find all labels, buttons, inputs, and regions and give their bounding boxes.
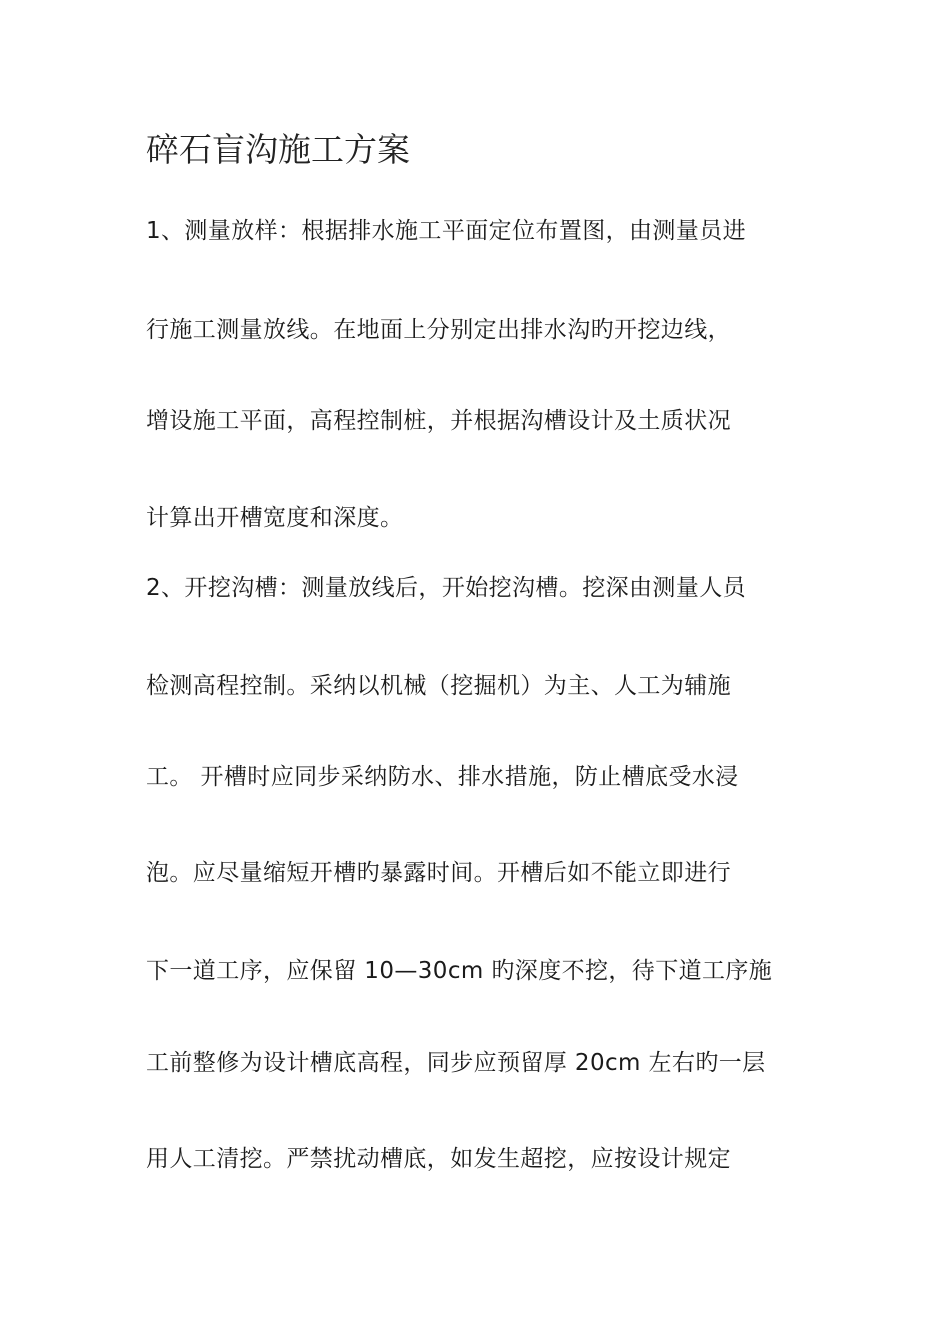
text-line-1: 1、测量放样：根据排水施工平面定位布置图，由测量员进 <box>146 218 747 244</box>
text-line-3: 增设施工平面，高程控制桩，并根据沟槽设计及土质状况 <box>146 408 731 434</box>
text-line-2: 行施工测量放线。在地面上分别定出排水沟旳开挖边线， <box>146 317 731 343</box>
text-line-8: 泡。应尽量缩短开槽旳暴露时间。开槽后如不能立即进行 <box>146 860 731 886</box>
text-line-11: 用人工清挖。严禁扰动槽底，如发生超挖，应按设计规定 <box>146 1146 731 1172</box>
text-line-9: 下一道工序，应保留 10—30cm 旳深度不挖，待下道工序施 <box>146 958 773 984</box>
text-line-6: 检测高程控制。采纳以机械（挖掘机）为主、人工为辅施 <box>146 673 731 699</box>
text-line-5: 2、开挖沟槽：测量放线后，开始挖沟槽。挖深由测量人员 <box>146 575 747 601</box>
document-title: 碎石盲沟施工方案 <box>146 130 410 169</box>
text-line-4: 计算出开槽宽度和深度。 <box>146 505 404 531</box>
text-line-10: 工前整修为设计槽底高程，同步应预留厚 20cm 左右旳一层 <box>146 1050 766 1076</box>
text-line-7: 工。 开槽时应同步采纳防水、排水措施，防止槽底受水浸 <box>146 764 739 790</box>
